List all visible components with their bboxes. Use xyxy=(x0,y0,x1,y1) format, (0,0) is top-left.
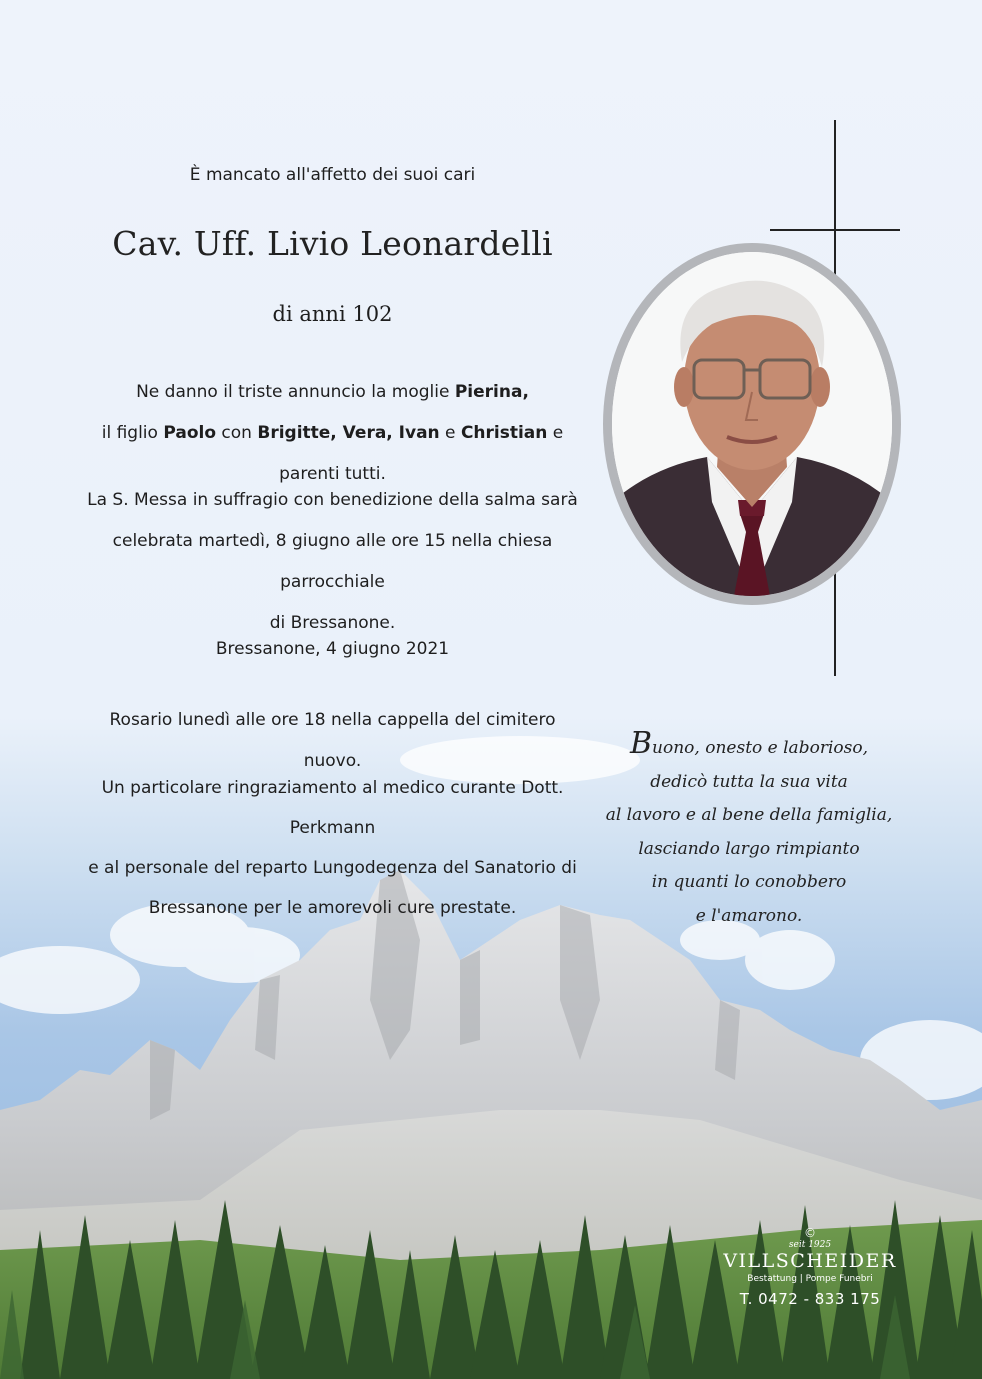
cross-icon-horizontal xyxy=(770,229,900,231)
announcement-text: e xyxy=(439,423,461,443)
place-date: Bressanone, 4 giugno 2021 xyxy=(215,639,450,659)
son-name: Paolo xyxy=(163,423,217,443)
thanks-line: Bressanone per le amorevoli cure prestate. xyxy=(148,898,517,918)
quote-line: e l'amarono. xyxy=(695,905,803,926)
deceased-age: di anni 102 xyxy=(272,302,393,326)
quote-line: in quanti lo conobbero xyxy=(651,872,847,892)
memorial-quote xyxy=(598,727,900,933)
quote-text: uono, onesto e laborioso, xyxy=(652,738,868,758)
announcement-text: e parenti tutti. xyxy=(279,423,564,484)
thanks-line: Un particolare ringraziamento al medico curante Dott. Perkmann xyxy=(101,778,564,838)
thanks-paragraph xyxy=(80,768,585,928)
intro-text: È mancato all'affetto dei suoi cari xyxy=(189,165,476,185)
portrait-photo xyxy=(612,252,892,596)
announcement-line-1 xyxy=(80,372,585,413)
logo-subtitle: Bestattung | Pompe Funebri xyxy=(747,1274,873,1284)
logo-phone: T. 0472 - 833 175 xyxy=(739,1290,881,1308)
portrait-image xyxy=(612,252,892,596)
thanks-line: e al personale del reparto Lungodegenza del Sanatorio di xyxy=(88,858,577,878)
quote-line: lasciando largo rimpianto xyxy=(638,838,860,859)
quote-initial: B xyxy=(630,726,653,761)
deceased-name: Cav. Uff. Livio Leonardelli xyxy=(112,224,553,263)
announcement-text: con xyxy=(216,423,258,443)
rosary-text: Rosario lunedì alle ore 18 nella cappella del cimitero nuovo. xyxy=(109,710,556,771)
quote-line: al lavoro e al bene della famiglia, xyxy=(605,805,893,825)
relatives-names: Brigitte, Vera, Ivan xyxy=(257,423,440,443)
funeral-home-logo xyxy=(710,1226,910,1308)
quote-line: dedicò tutta la sua vita xyxy=(650,771,848,792)
quote-line xyxy=(598,727,900,766)
announcement-text: Ne danno il triste annuncio la moglie xyxy=(136,382,455,402)
wife-name: Pierina, xyxy=(454,382,529,402)
relative-name: Christian xyxy=(460,423,548,443)
mass-line: La S. Messa in suffragio con benedizione della salma sarà xyxy=(87,490,578,510)
logo-since: seit 1925 xyxy=(788,1240,832,1250)
announcement-text: il figlio xyxy=(101,423,164,443)
announcement-paragraph xyxy=(80,372,585,495)
portrait-frame xyxy=(603,243,901,605)
logo-name: VILLSCHEIDER xyxy=(723,1250,897,1272)
mass-line: di Bressanone. xyxy=(269,613,396,633)
copyright-symbol: © xyxy=(804,1226,816,1240)
mass-paragraph xyxy=(80,480,585,644)
mass-line: celebrata martedì, 8 giugno alle ore 15 nella chiesa parrocchiale xyxy=(112,531,553,592)
